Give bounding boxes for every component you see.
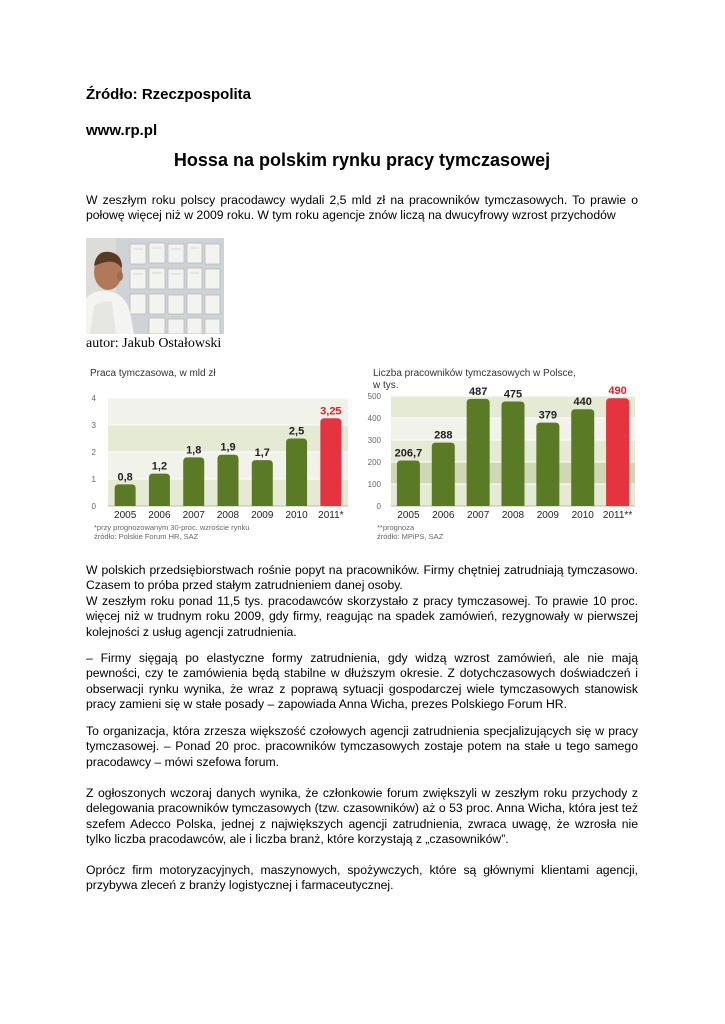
source-name: Źródło: Rzeczpospolita [86, 86, 251, 103]
chart-bar-2006 [149, 474, 170, 506]
photo-job-board-image [86, 238, 224, 334]
bar-value-label: 2,5 [288, 425, 305, 438]
x-tick-label: 2006 [148, 510, 171, 521]
x-tick-label: 2006 [432, 510, 455, 521]
chart-title: Praca tymczasowa, w mld zł [90, 368, 216, 379]
chart-band [108, 398, 348, 425]
article-paragraph-5: Oprócz firm motoryzacyjnych, maszynowych, spożywczych, które są głównymi klientami agencji, przybywa zleceń z branży logistycznej i farmaceutycznej. [86, 863, 638, 893]
chart-bar-2010 [286, 439, 307, 507]
chart-temporary-workers-count [363, 362, 641, 542]
x-tick-label: 2005 [397, 510, 420, 521]
chart-footnote: źródło: Polskie Forum HR, SAZ [94, 532, 199, 541]
x-tick-label: 2008 [216, 510, 240, 521]
article-paragraph-1: W polskich przedsiębiorstwach rośnie popyt na pracowników. Firmy chętniej zatrudniają tymczasowo. Czasem to próba przed stałym zatrudnieniem danej osoby. W zeszłym roku ponad 11,5 tys. pracodawców skorzystało z pracy tymczasowej. To prawie 10 proc. więcej niż w trudnym roku 2009, gdy firmy, reagując na spadek zamówień, rezygnowały w pierwszej kolejności z usług agencji zatrudnienia. [86, 563, 638, 639]
x-tick-label: 2011* [318, 510, 344, 521]
chart-bar-2011 [320, 418, 341, 506]
chart-svg-temporary-work [86, 362, 356, 542]
y-tick-label: 400 [367, 414, 381, 423]
bar-value-label: 1,7 [254, 447, 270, 460]
chart-bar-2008 [502, 402, 525, 507]
chart-footnote: **prognoza [377, 523, 415, 532]
y-tick-label: 3 [91, 421, 96, 430]
article-photo [86, 238, 224, 334]
x-tick-label: 2010 [571, 510, 594, 521]
chart-bar-2009 [536, 423, 559, 506]
chart-bar-2010 [571, 409, 594, 506]
bar-value-label: 206,7 [394, 447, 423, 460]
bar-value-label: 1,9 [220, 441, 236, 454]
chart-bar-2007 [183, 457, 204, 506]
chart-svg-temporary-workers [363, 362, 641, 542]
x-tick-label: 2009 [251, 510, 274, 521]
article-paragraph-3: To organizacja, która zrzesza większość czołowych agencji zatrudnienia specjalizujących się w pracy tymczasowej. – Ponad 20 proc. pracowników tymczasowych zostaje potem na stałe u tego samego pracodawcy – mówi szefowa forum. [86, 724, 638, 769]
article-lead: W zeszłym roku polscy pracodawcy wydali 2,5 mld zł na pracowników tymczasowych. To prawie o połowę więcej niż w 2009 roku. W tym roku agencje znów liczą na dwucyfrowy wzrost przychodów [86, 193, 638, 223]
x-tick-label: 2011** [602, 510, 633, 521]
y-tick-label: 0 [376, 502, 381, 511]
article-title: Hossa na polskim rynku pracy tymczasowej [173, 150, 551, 170]
bar-value-label: 1,8 [186, 444, 202, 457]
source-url: www.rp.pl [86, 122, 158, 139]
chart-bar-2005 [115, 484, 136, 506]
x-tick-label: 2010 [285, 510, 308, 521]
y-tick-label: 200 [367, 458, 381, 467]
chart-bar-2011 [606, 398, 629, 506]
chart-title-line2: w tys. [373, 380, 399, 391]
chart-footnote: *przy prognozowanym 30-proc. wzroście rynku [94, 523, 250, 532]
x-tick-label: 2009 [536, 510, 559, 521]
y-tick-label: 500 [367, 392, 381, 401]
y-tick-label: 100 [367, 480, 381, 489]
y-tick-label: 0 [91, 502, 96, 511]
chart-title: Liczba pracowników tymczasowych w Polsce, [373, 368, 576, 379]
bar-value-label: 1,2 [151, 460, 168, 473]
chart-bar-2009 [252, 460, 273, 506]
y-tick-label: 2 [91, 448, 96, 457]
x-tick-label: 2008 [501, 510, 525, 521]
chart-bar-2007 [467, 399, 490, 506]
bar-value-label: 475 [503, 388, 523, 401]
bar-value-label: 440 [573, 396, 592, 409]
photo-caption: autor: Jakub Ostałowski [86, 336, 222, 351]
y-tick-label: 300 [367, 436, 381, 445]
chart-footnote: źródło: MPiPS, SAZ [377, 532, 444, 541]
y-tick-label: 1 [91, 475, 96, 484]
chart-bar-2005 [397, 461, 420, 506]
bar-value-label: 487 [468, 385, 488, 398]
x-tick-label: 2005 [114, 510, 137, 521]
chart-bar-2008 [218, 455, 239, 506]
bar-value-label: 379 [538, 409, 558, 422]
chart-temporary-work-value [86, 362, 356, 542]
bar-value-label: 490 [608, 385, 627, 398]
bar-value-label: 0,8 [117, 471, 133, 484]
x-tick-label: 2007 [182, 510, 205, 521]
article-paragraph-4: Z ogłoszonych wczoraj danych wynika, że członkowie forum zwiększyli w zeszłym roku przychody z delegowania pracowników tymczasowych (tzw. czasowników) aż o 53 proc. Anna Wicha, która jest też szefem Adecco Polska, jednej z największych agencji zatrudnienia, zwraca uwagę, że wzrosła nie tylko liczba pracodawców, ale i liczba branż, które korzystają z „czasowników”. [86, 786, 638, 847]
y-tick-label: 4 [91, 394, 96, 403]
bar-value-label: 3,25 [320, 405, 342, 418]
chart-bar-2006 [432, 443, 455, 506]
bar-value-label: 288 [434, 429, 453, 442]
x-tick-label: 2007 [467, 510, 490, 521]
article-paragraph-2: – Firmy sięgają po elastyczne formy zatrudnienia, gdy widzą wzrost zamówień, ale nie mają pewności, czy te zamówienia będą stabilne w dłuższym okresie. Z dotychczasowych doświadczeń i obserwacji rynku wynika, że wraz z poprawą sytuacji gospodarczej wiele tymczasowych stanowisk pracy zamieni się w stałe posady – zapowiada Anna Wicha, prezes Polskiego Forum HR. [86, 651, 638, 712]
